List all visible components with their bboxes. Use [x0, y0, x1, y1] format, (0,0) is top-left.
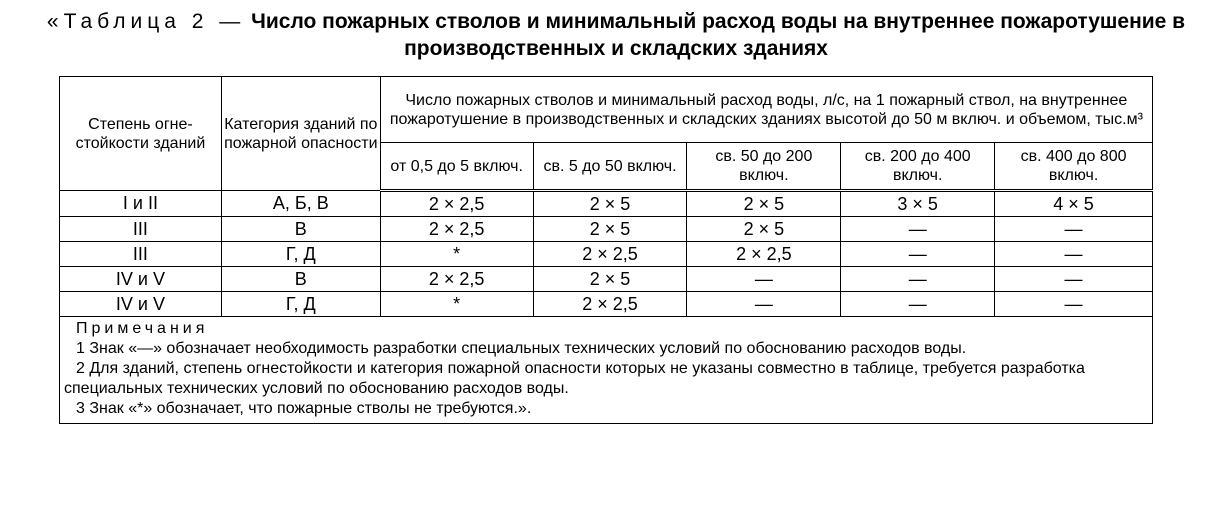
- table-cell: III: [60, 242, 222, 267]
- table-cell: —: [687, 292, 841, 317]
- table-cell: —: [841, 242, 995, 267]
- table-cell: I и II: [60, 191, 222, 217]
- table-row: [60, 217, 1153, 242]
- table-cell: А, Б, В: [221, 191, 380, 217]
- table-row: [60, 191, 1153, 217]
- table-cell: 2 × 2,5: [687, 242, 841, 267]
- table-cell: 2 × 5: [533, 191, 687, 217]
- table-cell: 4 × 5: [995, 191, 1153, 217]
- table-row: [60, 292, 1153, 317]
- notes-title: Примечания: [76, 320, 209, 337]
- table-cell: 2 × 2,5: [380, 217, 533, 242]
- table-cell: 2 × 2,5: [380, 267, 533, 292]
- header-category: Категория зданий по пожарной опасности: [221, 77, 380, 191]
- header-volume: св. 50 до 200 включ.: [687, 143, 841, 191]
- table-cell: —: [995, 217, 1153, 242]
- note-item: 1 Знак «—» обозначает необходимость разработки специальных технических условий по обоснованию расходов воды.: [76, 340, 967, 357]
- table-row: [60, 242, 1153, 267]
- table-cell: —: [841, 267, 995, 292]
- table-cell: —: [841, 217, 995, 242]
- header-group: Число пожарных стволов и минимальный расход воды, л/с, на 1 пожарный ствол, на внутреннее пожаротушение в производственных и складских зданиях высотой до 50 м включ. и объемом, тыс.м³: [380, 77, 1152, 143]
- fire-hose-table: [59, 76, 1153, 424]
- table-cell: 2 × 5: [533, 217, 687, 242]
- table-cell: IV и V: [60, 292, 222, 317]
- table-cell: —: [995, 292, 1153, 317]
- notes-cell: [60, 317, 1153, 424]
- header-row: [60, 77, 1153, 143]
- table-cell: 2 × 2,5: [380, 191, 533, 217]
- header-volume: св. 400 до 800 включ.: [995, 143, 1153, 191]
- table-cell: 2 × 5: [687, 191, 841, 217]
- note-item: 3 Знак «*» обозначает, что пожарные стволы не требуются.».: [76, 400, 532, 417]
- table-cell: —: [687, 267, 841, 292]
- table-cell: Г, Д: [221, 242, 380, 267]
- table-row: [60, 267, 1153, 292]
- table-cell: В: [221, 267, 380, 292]
- table-cell: III: [60, 217, 222, 242]
- table-title: [0, 8, 1232, 62]
- table-cell: В: [221, 217, 380, 242]
- table-cell: —: [841, 292, 995, 317]
- header-volume: от 0,5 до 5 включ.: [380, 143, 533, 191]
- table-cell: 2 × 5: [533, 267, 687, 292]
- table-title-prefix: «Таблица 2 —: [46, 10, 246, 33]
- header-volume: св. 200 до 400 включ.: [841, 143, 995, 191]
- table-cell: 2 × 2,5: [533, 242, 687, 267]
- table-cell: —: [995, 267, 1153, 292]
- table-cell: —: [995, 242, 1153, 267]
- table-cell: 2 × 2,5: [533, 292, 687, 317]
- table-cell: 2 × 5: [687, 217, 841, 242]
- table-cell: 3 × 5: [841, 191, 995, 217]
- header-fire-resistance: Степень огне-стойкости зданий: [60, 77, 222, 191]
- table-cell: *: [380, 292, 533, 317]
- table-title-text: Число пожарных стволов и минимальный расход воды на внутреннее пожаротушение в производственных и складских зданиях: [251, 10, 1186, 60]
- note-item: 2 Для зданий, степень огнестойкости и категория пожарной опасности которых не указаны совместно в таблице, требуется разработка специальных технических условий по обоснованию расходов воды.: [64, 360, 1085, 397]
- table-cell: IV и V: [60, 267, 222, 292]
- header-volume: св. 5 до 50 включ.: [533, 143, 687, 191]
- table-cell: *: [380, 242, 533, 267]
- table-cell: Г, Д: [221, 292, 380, 317]
- notes-row: [60, 317, 1153, 424]
